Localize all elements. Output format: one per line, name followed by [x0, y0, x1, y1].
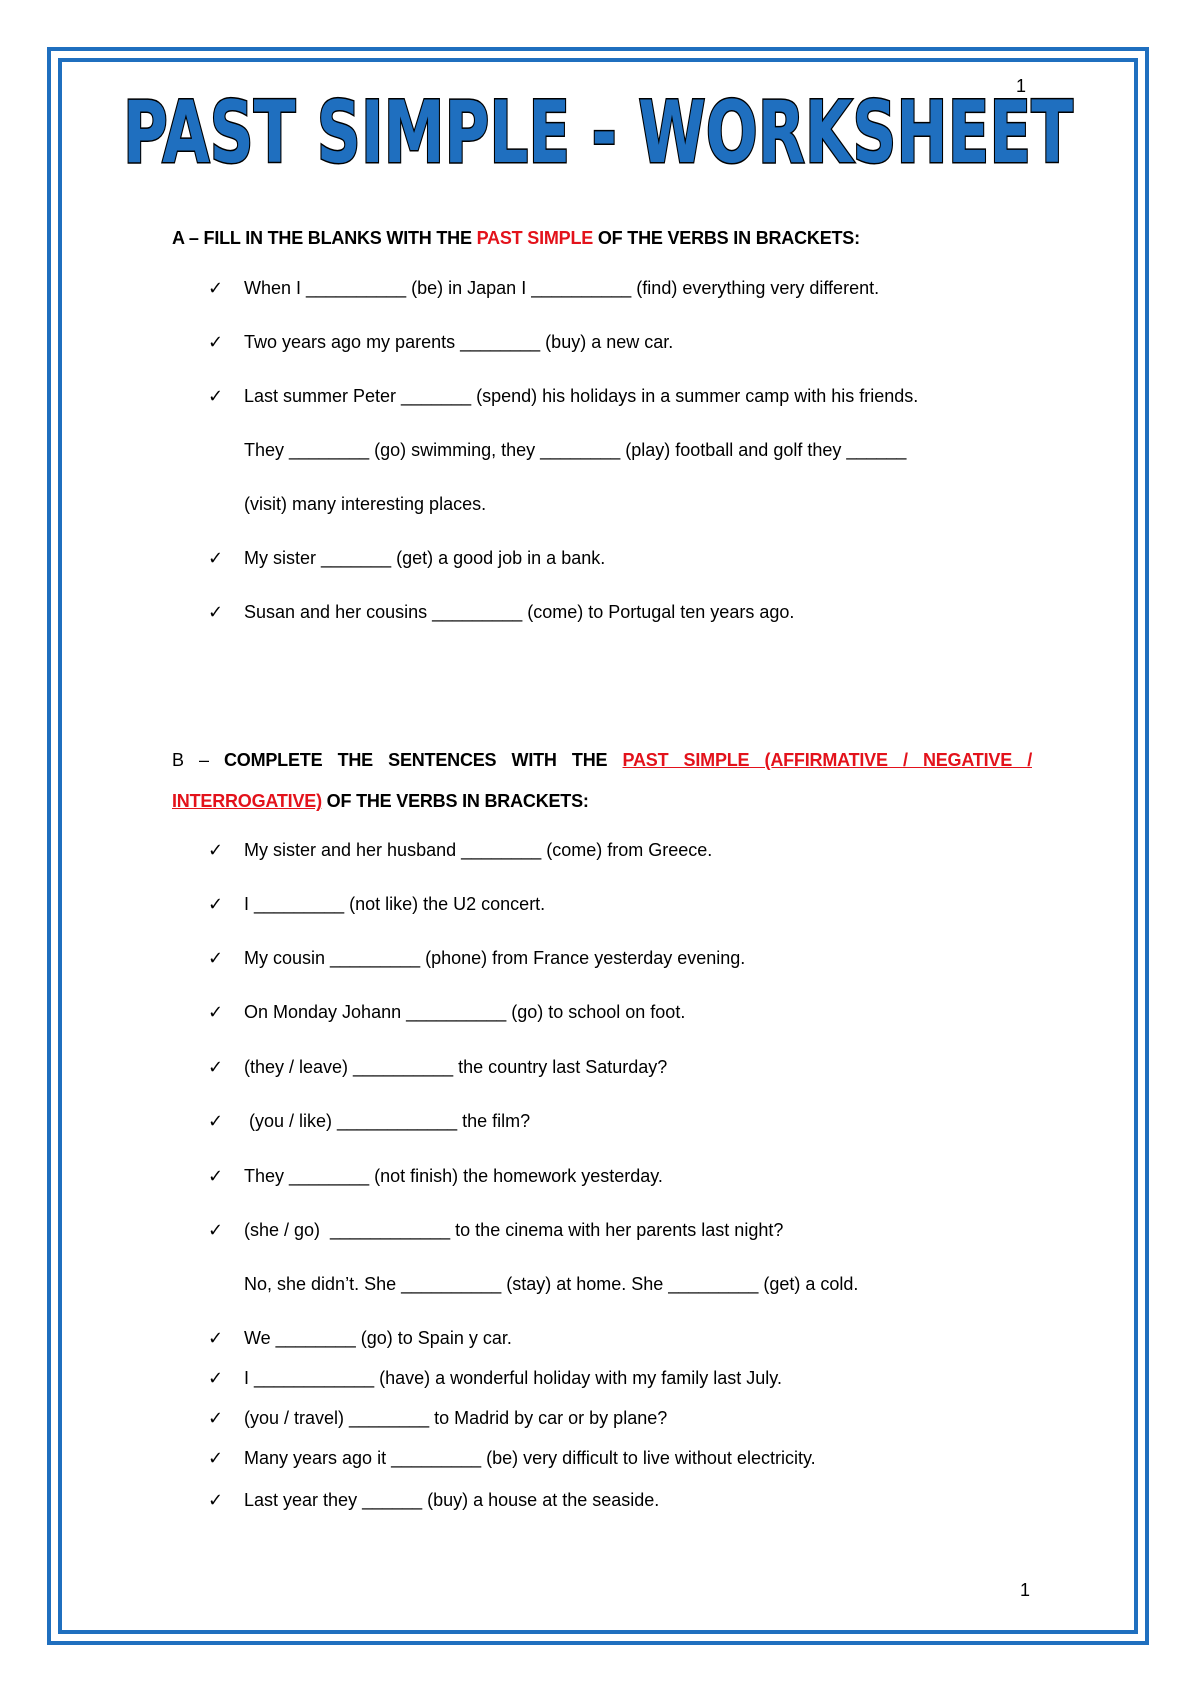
exercise-sentence: Last year they ______ (buy) a house at the seaside.	[244, 1490, 660, 1510]
section-b-heading-pre: COMPLETE THE SENTENCES WITH THE	[223, 750, 623, 770]
list-item	[208, 1220, 783, 1241]
section-a-heading	[172, 228, 860, 249]
list-item	[208, 1002, 685, 1023]
check-icon: ✓	[208, 278, 224, 298]
list-item	[208, 894, 545, 915]
section-b-heading-post: OF THE VERBS IN BRACKETS:	[321, 791, 589, 811]
exercise-continuation: They ________ (go) swimming, they ________ (play) football and golf they ______	[244, 440, 907, 460]
exercise-sentence: (they / leave) __________ the country last Saturday?	[244, 1057, 668, 1077]
check-icon: ✓	[208, 1408, 224, 1428]
check-icon: ✓	[208, 1111, 224, 1131]
check-icon: ✓	[208, 602, 224, 622]
exercise-sentence: Susan and her cousins _________ (come) to Portugal ten years ago.	[244, 602, 795, 622]
check-icon: ✓	[208, 1328, 224, 1348]
list-item	[208, 1490, 659, 1511]
list-item	[208, 386, 918, 407]
check-icon: ✓	[208, 386, 224, 406]
list-item	[208, 548, 605, 569]
check-icon: ✓	[208, 840, 224, 860]
worksheet-title-text: PAST SIMPLE - WORKSHEET	[123, 83, 1074, 182]
exercise-sentence: They ________ (not finish) the homework yesterday.	[244, 1166, 663, 1186]
section-b-heading-prefix: B –	[172, 750, 224, 770]
list-item	[208, 1111, 530, 1132]
list-item	[208, 278, 879, 299]
page-number-top: 1	[1016, 76, 1027, 96]
list-item	[208, 332, 673, 353]
check-icon: ✓	[208, 1002, 224, 1022]
list-item	[208, 1408, 667, 1429]
exercise-sentence: (you / like) ____________ the film?	[244, 1111, 531, 1131]
list-item	[208, 948, 745, 969]
exercise-sentence: Two years ago my parents ________ (buy) a new car.	[244, 332, 674, 352]
check-icon: ✓	[208, 1448, 224, 1468]
section-a-heading-post: OF THE VERBS IN BRACKETS:	[593, 228, 860, 248]
check-icon: ✓	[208, 948, 224, 968]
section-b-heading	[172, 740, 1032, 822]
list-item	[208, 1448, 816, 1469]
exercise-sentence: Last summer Peter _______ (spend) his holidays in a summer camp with his friends.	[244, 386, 919, 406]
list-item	[208, 1328, 512, 1349]
exercise-sentence: When I __________ (be) in Japan I __________ (find) everything very different.	[244, 278, 880, 298]
list-item	[208, 840, 712, 861]
exercise-continuation: No, she didn’t. She __________ (stay) at home. She _________ (get) a cold.	[244, 1274, 859, 1294]
exercise-sentence: Many years ago it _________ (be) very difficult to live without electricity.	[244, 1448, 816, 1468]
exercise-sentence: I ____________ (have) a wonderful holiday with my family last July.	[244, 1368, 782, 1388]
exercise-sentence: My sister and her husband ________ (come) from Greece.	[244, 840, 713, 860]
exercise-continuation: (visit) many interesting places.	[244, 494, 487, 514]
check-icon: ✓	[208, 894, 224, 914]
worksheet-title	[68, 82, 1128, 182]
exercise-sentence: My sister _______ (get) a good job in a bank.	[244, 548, 606, 568]
list-item	[208, 1368, 782, 1389]
check-icon: ✓	[208, 1490, 224, 1510]
check-icon: ✓	[208, 1057, 224, 1077]
check-icon: ✓	[208, 332, 224, 352]
section-b-heading-highlight: PAST SIMPLE (AFFIRMATIVE / NEGATIVE / INTERROGATIVE)	[172, 750, 1032, 811]
check-icon: ✓	[208, 1368, 224, 1388]
check-icon: ✓	[208, 548, 224, 568]
check-icon: ✓	[208, 1166, 224, 1186]
exercise-sentence: My cousin _________ (phone) from France yesterday evening.	[244, 948, 746, 968]
page-number-bottom: 1	[1020, 1580, 1031, 1600]
list-item	[208, 602, 794, 623]
exercise-sentence: On Monday Johann __________ (go) to school on foot.	[244, 1002, 686, 1022]
exercise-sentence: (you / travel) ________ to Madrid by car or by plane?	[244, 1408, 668, 1428]
list-item	[208, 1166, 663, 1187]
check-icon: ✓	[208, 1220, 224, 1240]
section-a-heading-highlight: PAST SIMPLE	[476, 228, 594, 248]
exercise-sentence: I _________ (not like) the U2 concert.	[244, 894, 546, 914]
exercise-sentence: We ________ (go) to Spain y car.	[244, 1328, 512, 1348]
exercise-sentence: (she / go) ____________ to the cinema with her parents last night?	[244, 1220, 784, 1240]
section-a-heading-pre: A – FILL IN THE BLANKS WITH THE	[172, 228, 477, 248]
list-item	[208, 1057, 667, 1078]
